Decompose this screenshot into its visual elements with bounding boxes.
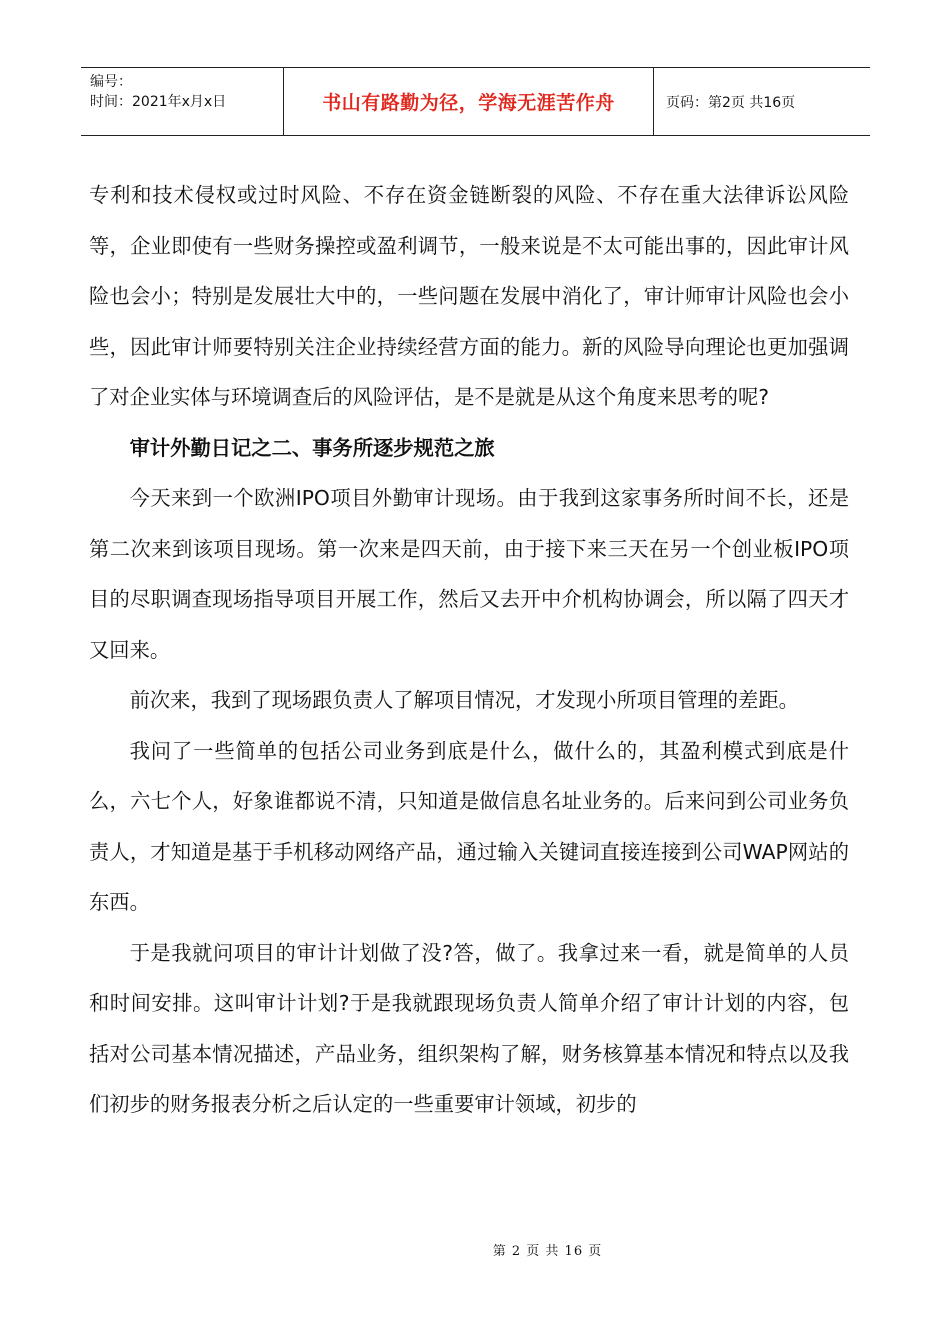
page-info: 页码：第2页 共16页 — [666, 94, 796, 111]
paragraph: 我问了一些简单的包括公司业务到底是什么，做什么的，其盈利模式到底是什么，六七个人，好象谁都说不清，只知道是做信息名址业务的。后来问到公司业务负责人，才知道是基于手机移动网络产品，通过输入关键词直接连接到公司WAP网站的东西。 — [89, 738, 849, 914]
paragraph: 今天来到一个欧洲IPO项目外勤审计现场。由于我到这家事务所时间不长，还是第二次来到该项目现场。第一次来是四天前，由于接下来三天在另一个创业板IPO项目的尽职调查现场指导项目开展工作，然后又去开中介机构协调会，所以隔了四天才又回来。 — [89, 486, 849, 662]
page-footer — [0, 1240, 950, 1259]
footer-page-number: 第 2 页 共 16 页 — [492, 1244, 603, 1259]
date-label: 时间：2021年x月x日 — [90, 94, 227, 110]
paragraph-continuation: 专利和技术侵权或过时风险、不存在资金链断裂的风险、不存在重大法律诉讼风险等，企业即使有一些财务操控或盈利调节，一般来说是不太可能出事的，因此审计风险也会小；特别是发展壮大中的，一些问题在发展中消化了，审计师审计风险也会小些，因此审计师要特别关注企业持续经营方面的能力。新的风险导向理论也更加强调了对企业实体与环境调查后的风险评估，是不是就是从这个角度来思考的呢? — [89, 183, 849, 409]
document-body — [89, 170, 849, 1130]
section-heading: 审计外勤日记之二、事务所逐步规范之旅 — [129, 435, 495, 460]
paragraph: 于是我就问项目的审计计划做了没?答，做了。我拿过来一看，就是简单的人员和时间安排。这叫审计计划?于是我就跟现场负责人简单介绍了审计计划的内容，包括对公司基本情况描述，产品业务，组织架构了解，财务核算基本情况和特点以及我们初步的财务报表分析之后认定的一些重要审计领域，初步的 — [89, 940, 849, 1116]
header-motto-cell — [283, 68, 654, 135]
header-page-cell — [654, 68, 870, 135]
page-header — [81, 67, 870, 136]
header-left-cell — [81, 68, 283, 135]
motto-text: 书山有路勤为径，学海无涯苦作舟 — [322, 92, 615, 114]
serial-number-label: 编号： — [90, 74, 132, 90]
paragraph: 前次来，我到了现场跟负责人了解项目情况，才发现小所项目管理的差距。 — [129, 688, 799, 712]
